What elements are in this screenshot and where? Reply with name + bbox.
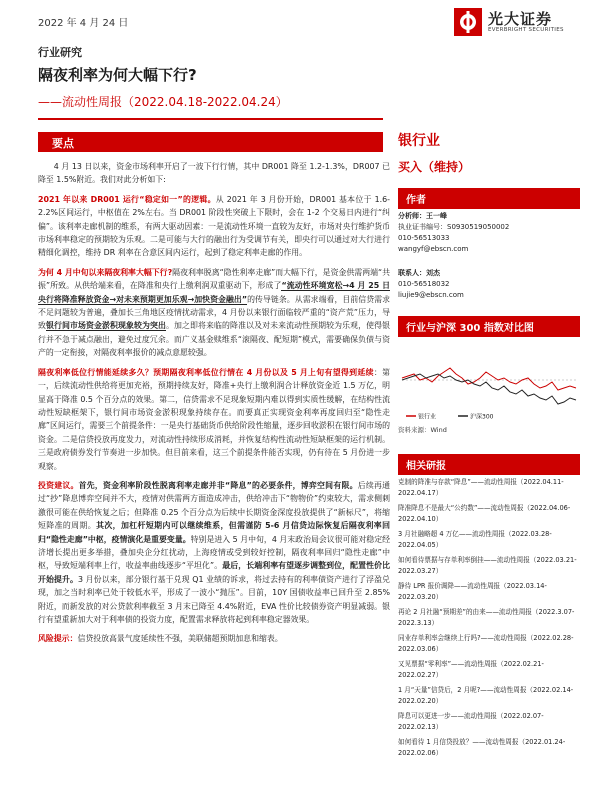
author-header bbox=[398, 188, 580, 206]
related-reports-list bbox=[398, 477, 580, 763]
logo-mark-icon bbox=[454, 8, 482, 36]
related-report-item[interactable]: 再论 2 月社融“预期差”的由来——流动性周报（2022.3.07-2022.3.13） bbox=[398, 608, 575, 627]
series-industry-line bbox=[402, 368, 576, 390]
chart-source: 资料来源：Wind bbox=[398, 426, 447, 434]
chart-label: 行业与沪深 300 指数对比图 bbox=[398, 316, 580, 337]
paragraph-logic-lead: 2021 年以来 DR001 运行“稳定如一”的逻辑。 bbox=[38, 194, 216, 204]
related-report-item[interactable]: 又见票据“零利率”——流动性周报（2022.02.21-2022.02.27） bbox=[398, 660, 544, 679]
paragraph-duration: 隔夜利率低位行情能延续多久？预期隔夜利率低位行情在 4 月份以及 5 月上旬有望得到延续：第一，后续流动性供给将更加充裕，预期持续友好，降准+央行上缴利润合计释放资金近 1.5 万亿，明显高于降准 0.5 个百分点的效果。第二，信贷需求不足现象短期内难以得到实质性缓解，在结构性流动性短缺框架下，银行间市场资金淤积现象持续存在。而要真正实现资金利率再度回归至“隐性走廊”区间运行，需要三个前提条件：一是央行基础货币供给阶段性缩量，逐步回收淤积在银行间市场的资金。二是信贷投放再度发力，对流动性持续形成消耗，并恢复结构性流动性短缺框架的运行机制。三是政府债券发行节奏进一步加快。但目前来看，这三个前提条件能否实现，仍有待在 5 月份进一步观察。 bbox=[38, 367, 390, 471]
page-title: 隔夜利率为何大幅下行? bbox=[38, 66, 197, 84]
contact-name: 联系人：刘杰 bbox=[398, 269, 440, 277]
series-index-line bbox=[402, 374, 576, 404]
related-report-item[interactable]: 1 月“天量”信贷后，2 月呢?——流动性周报（2022.02.14-2022.02.20） bbox=[398, 686, 574, 705]
analyst-email[interactable]: wangyf@ebscn.com bbox=[398, 245, 469, 253]
report-category: 行业研究 bbox=[38, 46, 82, 59]
rating-label: 买入（维持） bbox=[398, 160, 471, 174]
analyst-phone: 010-56513033 bbox=[398, 234, 450, 242]
report-date: 2022 年 4 月 24 日 bbox=[38, 18, 129, 29]
legend-industry: 银行业 bbox=[418, 413, 437, 421]
keypoints-label: 要点 bbox=[52, 137, 74, 150]
logo-name: 光大证券 bbox=[488, 10, 553, 28]
related-report-item[interactable]: 克制的降准与存款“降息”——流动性周报（2022.04.11-2022.04.17） bbox=[398, 478, 564, 497]
related-label: 相关研报 bbox=[398, 454, 580, 475]
analyst-name: 分析师：王一峰 bbox=[398, 212, 447, 220]
author-label: 作者 bbox=[398, 188, 580, 209]
chart-header bbox=[398, 316, 580, 334]
comparison-chart bbox=[398, 338, 580, 421]
author-info bbox=[398, 211, 580, 255]
keypoints-header bbox=[38, 132, 383, 152]
paragraph-why-lead: 为何 4 月中旬以来隔夜利率大幅下行? bbox=[38, 267, 173, 277]
paragraph-logic: 2021 年以来 DR001 运行“稳定如一”的逻辑。从 2021 年 3 月份开始，DR001 基本位于 1.6-2.2%区间运行，中枢值在 2%左右。当 DR001 阶段性突破上下限时，会在 1-2 个交易日内进行“纠偏”。该利率走廊机制的维系，有两大驱动因素：一是流动性环境一直较为友好，市场对央行维护货币市场利率稳定的预期较为乐观。二是可能与大行的融出行为受调节有关，即央行可以通过对大行进行精细化调控，维持 DR 利率在合意区间内运行，起到了稳定利率走廊的作用。 bbox=[38, 194, 390, 258]
legend-index: 沪深300 bbox=[470, 413, 494, 421]
comparison-chart-svg bbox=[398, 338, 580, 422]
related-report-item[interactable]: 同业存单利率会继续上行吗?——流动性周报（2022.02.28-2022.03.06） bbox=[398, 634, 574, 653]
related-report-item[interactable]: 3 月社融略超 4 万亿——流动性周报（2022.03.28-2022.04.05） bbox=[398, 530, 552, 549]
paragraph-risk-lead: 风险提示： bbox=[38, 634, 78, 644]
paragraph-risk: 风险提示：信贷投放高景气度延续性不强，美联储超预期加息和缩表。 bbox=[38, 634, 283, 644]
related-report-item[interactable]: 如何看待 1 月信贷投放？——流动性周报（2022.01.24-2022.02.06） bbox=[398, 738, 566, 757]
related-report-item[interactable]: 降息可以更进一步——流动性周报（2022.02.07-2022.02.13） bbox=[398, 712, 544, 731]
related-header bbox=[398, 454, 580, 472]
main-body bbox=[38, 160, 390, 652]
company-logo bbox=[454, 6, 584, 40]
contact-phone: 010-56518032 bbox=[398, 280, 450, 288]
paragraph-intro: 4 月 13 日以来，资金市场利率开启了一波下行行情，其中 DR001 降至 1.2-1.3%，DR007 已降至 1.5%附近。我们对此分析如下: bbox=[38, 162, 390, 185]
analyst-cert: 执业证书编号：S0930519050002 bbox=[398, 223, 510, 231]
title-divider bbox=[38, 118, 383, 120]
related-report-item[interactable]: 静待 LPR 报价调降——流动性周报（2022.03.14-2022.03.20） bbox=[398, 582, 547, 601]
paragraph-advice-lead: 投资建议。 bbox=[38, 480, 79, 490]
paragraph-duration-lead: 隔夜利率低位行情能延续多久？预期隔夜利率低位行情在 4 月份以及 5 月上旬有望得到延续 bbox=[38, 367, 374, 377]
paragraph-why: 为何 4 月中旬以来隔夜利率大幅下行?隔夜利率脱离“隐性利率走廊”而大幅下行，是资金供需两端“共振”所致。从供给端来看，在降准和央行上缴利润双重驱动下，形成了“流动性环境宽松→4 月 25 日央行将降准释放资金→对未来预期更加乐观→加快资金融出”的传导链条。从需求端看，目前信贷需求不足问题较为普遍，叠加长三角地区疫情扰动需求，4 月份以来银行面临较严重的“资产荒”压力，导致银行间市场资金淤积现象较为突出。加之即将来临的降准以及对未来流动性预期较为乐观，使得银行并不急于减点融出，避免过度冗余。而广义基金赎维系“滚隔夜、配短期”模式，需要确保负债与资产的一定衔接，对隔夜利率报价的减点意愿较强。 bbox=[38, 267, 390, 358]
page-subtitle: ——流动性周报（2022.04.18-2022.04.24） bbox=[38, 95, 288, 109]
industry-name: 银行业 bbox=[398, 133, 440, 149]
related-report-item[interactable]: 降准降息不是最大“公约数”——流动性周报（2022.04.06-2022.04.10） bbox=[398, 504, 571, 523]
paragraph-advice: 投资建议。首先，资金利率阶段性脱离利率走廊并非“降息”的必要条件，博弈空间有限。后续再通过“抄”降息博弈空间并不大，疫情对供需两方面造成冲击，供给冲击下“物物价”约束较大，需求侧刺激很可能在供给恢复之后；但降准 0.25 个百分点为后续中长期资金深度投放提供了“新标尺”，将缩短降准的周期。其次，加杠杆短期内可以继续维系，但需谨防 5-6 月信贷边际恢复后隔夜利率回归“隐性走廊”中枢，疫情演化是重要变量。特别是进入 5 月中旬，4 月末政治局会议很可能对稳定经济增长提出更多举措，叠加央企分红扰动，上海疫情或受到较好控制，隔夜利率回归“隐性走廊”中枢，导致短端利率上行，收益率曲线逐步“平坦化”。最后，长端利率有望逐步调整到位，配置性价比开始提升。3 月份以来，部分银行基于兑现 Q1 业绩的诉求，将过去持有的利率债资产进行了浮盈兑现，加之当时利率已处于较低水平，形成了一波小“抛压”。目前，10Y 国债收益率已回升至 2.85%附近，而新发放的对公贷款利率截至 3 月末已降至 4.4%附近，EVA 性价比较债券资产明显减弱。银行有望重新加大对于利率债的投资力度，配置需求释放将起到利率稳定器效果。 bbox=[38, 480, 390, 624]
related-report-item[interactable]: 如何看待票据与存单利率倒挂——流动性周报（2022.03.21-2022.03.27） bbox=[398, 556, 577, 575]
contact-info bbox=[398, 268, 580, 301]
contact-email[interactable]: liujie9@ebscn.com bbox=[398, 291, 464, 299]
sidebar-rating bbox=[398, 130, 580, 175]
logo-english: EVERBRIGHT SECURITIES bbox=[488, 27, 564, 33]
